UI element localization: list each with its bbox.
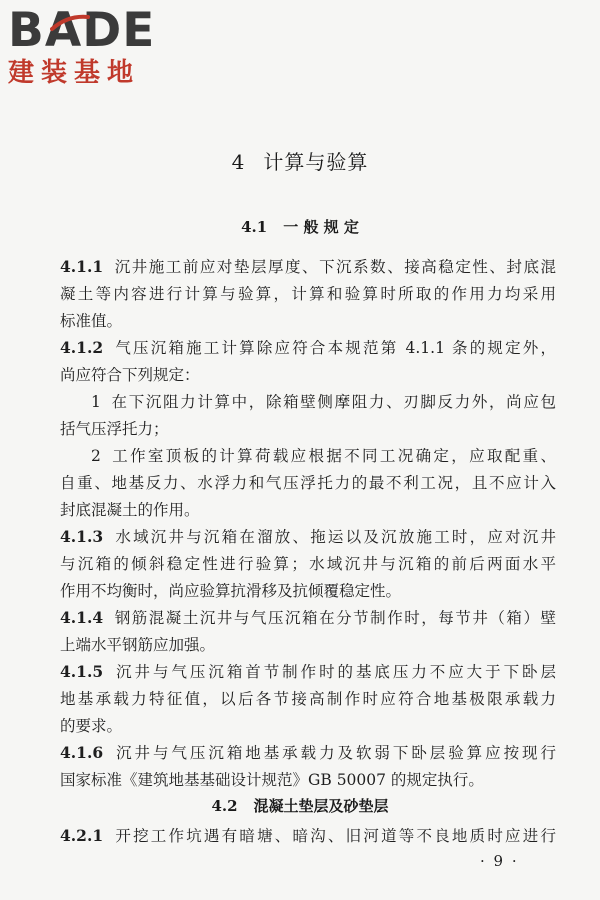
section-title-4-1 [0,217,600,237]
section-title-4-2 [0,796,600,816]
section-title-text: 一 般 规 定 [283,218,359,236]
chapter-title-text: 计算与验算 [263,150,369,174]
clause-4-1-3-line-2: 与沉箱的倾斜稳定性进行验算；水域沉井与沉箱的前后两面水平 [60,555,556,573]
clause-4-1-5-line-2: 地基承载力特征值，以后各节接高制作时应符合地基极限承载力 [60,690,556,708]
clause-text: 水域沉井与沉箱在溜放、拖运以及沉放施工时，应对沉井 [113,528,556,546]
clause-text: 沉井施工前应对垫层厚度、下沉系数、接高稳定性、封底混 [113,258,556,276]
clause-text: 沉井与气压沉箱首节制作时的基底压力不应大于下卧层 [113,663,556,681]
clause-4-1-4-line-2: 上端水平钢筋应加强。 [60,636,216,654]
clause-number: 4.1.3 [60,527,104,546]
clause-number: 4.1.6 [60,743,104,762]
clause-text: 开挖工作坑遇有暗塘、暗沟、旧河道等不良地质时应进行 [113,827,556,845]
clause-text: 钢筋混凝土沉井与气压沉箱在分节制作时，每节井（箱）壁 [113,609,556,627]
clause-4-1-1-line-3: 标准值。 [60,312,123,330]
clause-4-1-5-line-3: 的要求。 [60,717,123,735]
logo-subtitle: 建装基地 [8,58,141,88]
clause-4-1-5-line-1 [60,660,556,684]
clause-4-1-6-line-2: 国家标准《建筑地基基础设计规范》GB 50007 的规定执行。 [60,771,484,789]
section-number: 4.2 [211,797,238,815]
clause-4-2-1-line-1 [60,824,556,848]
page-number: · 9 · [480,852,519,870]
section-number: 4.1 [241,218,268,236]
clause-4-1-1-line-1 [60,255,556,279]
item-text: 在下沉阻力计算中，除箱壁侧摩阻力、刃脚反力外，尚应包 [109,393,556,411]
clause-text: 气压沉箱施工计算除应符合本规范第 4.1.1 条的规定外， [113,339,556,357]
item-1-line-2: 括气压浮托力； [60,420,169,438]
logo [8,3,174,88]
logo-swoosh-icon [50,13,90,33]
clause-number: 4.2.1 [60,826,104,845]
item-number: 2 [91,447,101,465]
item-number: 1 [91,393,101,411]
clause-4-1-2-line-2: 尚应符合下列规定： [60,366,200,384]
section-title-text: 混凝土垫层及砂垫层 [253,797,389,815]
item-2-line-1 [91,444,556,468]
clause-4-1-4-line-1 [60,606,556,630]
item-2-line-3: 封底混凝土的作用。 [60,501,200,519]
clause-4-1-2-line-1 [60,336,556,360]
chapter-title [0,148,600,176]
clause-4-1-6-line-1 [60,741,556,765]
clause-number: 4.1.4 [60,608,104,627]
clause-4-1-1-line-2: 凝土等内容进行计算与验算，计算和验算时所取的作用力均采用 [60,285,556,303]
clause-4-1-3-line-1 [60,525,556,549]
item-1-line-1 [91,390,556,414]
clause-number: 4.1.5 [60,662,104,681]
clause-number: 4.1.2 [60,338,104,357]
clause-text: 沉井与气压沉箱地基承载力及软弱下卧层验算应按现行 [113,744,556,762]
item-text: 工作室顶板的计算荷载应根据不同工况确定，应取配重、 [109,447,556,465]
clause-number: 4.1.1 [60,257,104,276]
item-2-line-2: 自重、地基反力、水浮力和气压浮托力的最不利工况，且不应计入 [60,474,556,492]
clause-4-1-3-line-3: 作用不均衡时，尚应验算抗滑移及抗倾覆稳定性。 [60,582,402,600]
logo-brand: BADE [8,3,156,58]
chapter-number: 4 [231,150,246,174]
